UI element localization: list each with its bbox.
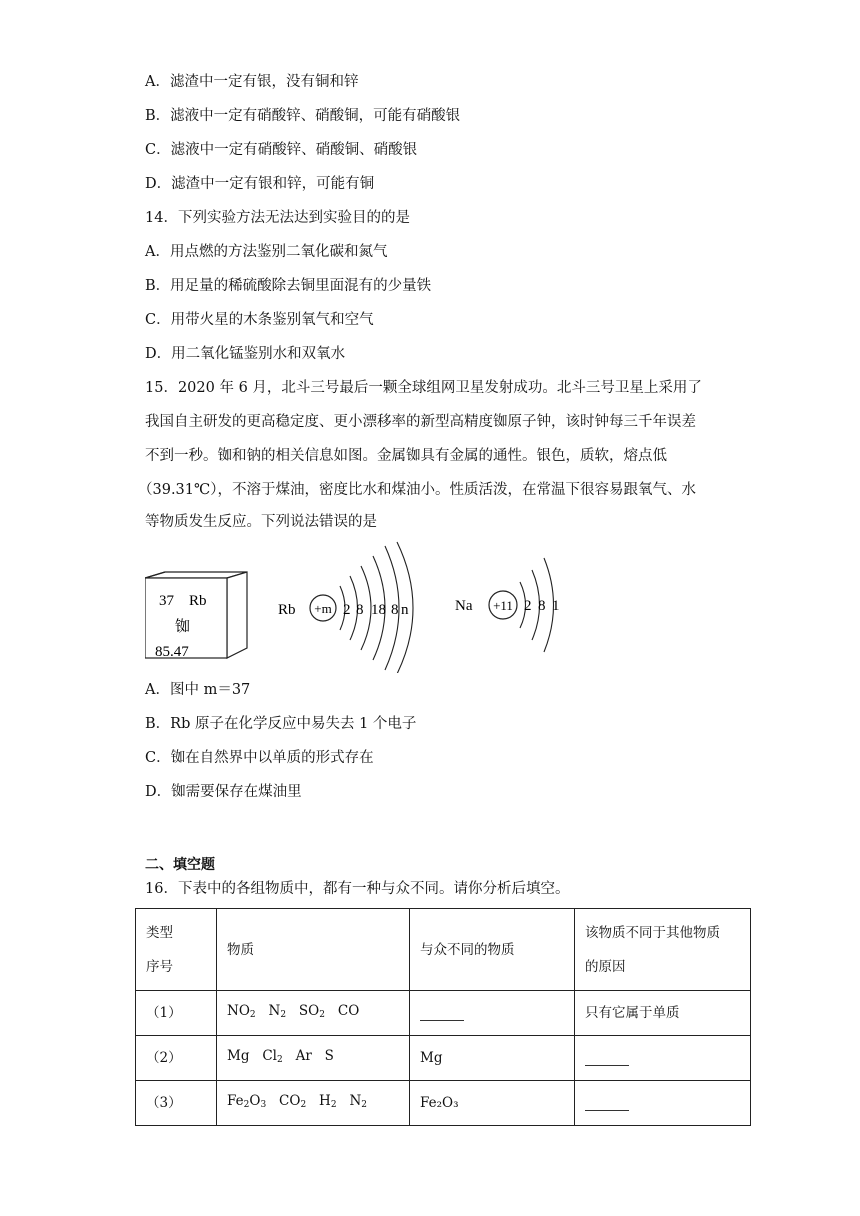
svg-text:+11: +11 — [493, 598, 513, 613]
q15-stem-line-2: 我国自主研发的更高稳定度、更小漂移率的新型高精度铷原子钟，该时钟每三千年误差 — [145, 414, 696, 430]
table-row — [136, 1081, 751, 1126]
header-type-index: 类型 序号 — [136, 909, 217, 991]
q14-option-b: B．用足量的稀硫酸除去铜里面混有的少量铁 — [145, 278, 432, 294]
table-header-row — [136, 909, 751, 991]
element-number: 37 — [159, 593, 174, 609]
q15-stem-line-1: 15．2020 年 6 月，北斗三号最后一颗全球组网卫星发射成功。北斗三号卫星上采用了 — [145, 380, 702, 396]
svg-text:+m: +m — [314, 601, 332, 616]
row-number: （1） — [136, 991, 217, 1036]
row-reason-answer-blank[interactable] — [575, 1036, 751, 1081]
row-odd-answer-blank[interactable] — [410, 991, 575, 1036]
rb-shell-3: 18 — [371, 602, 386, 618]
q14-option-a: A．用点燃的方法鉴别二氧化碳和氮气 — [145, 244, 388, 260]
row-odd-substance: Fe₂O₃ — [410, 1081, 575, 1126]
row-reason: 只有它属于单质 — [575, 991, 751, 1036]
header-substance: 物质 — [217, 909, 410, 991]
q15-option-a: A．图中 m＝37 — [145, 682, 251, 698]
q16-table — [135, 908, 751, 1126]
rb-shell-1: 2 — [343, 602, 351, 618]
na-atom-label: Na — [455, 598, 473, 614]
element-symbol: Rb — [189, 593, 207, 609]
q14-option-c: C．用带火星的木条鉴别氧气和空气 — [145, 312, 374, 328]
row-substances: $NO_2$ $N_2$ $SO_2$ CO — [217, 991, 410, 1036]
q15-stem-line-3: 不到一秒。铷和钠的相关信息如图。金属铷具有金属的通性。银色，质软，熔点低 — [145, 448, 667, 464]
rb-atom-label: Rb — [278, 602, 296, 618]
q13-option-b: B．滤液中一定有硝酸锌、硝酸铜，可能有硝酸银 — [145, 108, 461, 124]
row-odd-substance: Mg — [410, 1036, 575, 1081]
na-nucleus — [489, 591, 517, 619]
element-name: 铷 — [175, 617, 191, 635]
q16-stem: 16．下表中的各组物质中，都有一种与众不同。请你分析后填空。 — [145, 881, 570, 897]
q13-option-c: C．滤液中一定有硝酸锌、硝酸铜、硝酸银 — [145, 142, 418, 158]
rb-nucleus — [310, 595, 336, 621]
rb-shell-4: 8 — [391, 602, 399, 618]
rb-shell-2: 8 — [356, 602, 364, 618]
na-shell-3: 1 — [552, 598, 560, 614]
q15-option-d: D．铷需要保存在煤油里 — [145, 784, 302, 800]
header-reason: 该物质不同于其他物质 的原因 — [575, 909, 751, 991]
row-reason-answer-blank[interactable] — [575, 1081, 751, 1126]
q15-stem-line-5: 等物质发生反应。下列说法错误的是 — [145, 514, 377, 530]
element-mass: 85.47 — [155, 644, 189, 660]
section-heading: 二、填空题 — [145, 857, 215, 873]
q15-stem-line-4: （39.31℃），不溶于煤油，密度比水和煤油小。性质活泼，在常温下很容易跟氧气、水 — [138, 482, 696, 498]
row-substances: $Fe_2O_3$ $CO_2$ $H_2$ $N_2$ — [217, 1081, 410, 1126]
q13-option-d: D．滤渣中一定有银和锌，可能有铜 — [145, 176, 375, 192]
q14-stem: 14．下列实验方法无法达到实验目的的是 — [145, 210, 410, 226]
q13-option-a: A．滤渣中一定有银，没有铜和锌 — [145, 74, 359, 90]
row-substances: Mg $Cl_2$ Ar S — [217, 1036, 410, 1081]
rb-shell-5: n — [401, 602, 409, 618]
table-row — [136, 991, 751, 1036]
row-number: （2） — [136, 1036, 217, 1081]
na-shell-1: 2 — [524, 598, 532, 614]
row-number: （3） — [136, 1081, 217, 1126]
header-odd-one: 与众不同的物质 — [410, 909, 575, 991]
atom-structure-figure — [145, 538, 575, 673]
q14-option-d: D．用二氧化锰鉴别水和双氧水 — [145, 346, 346, 362]
q15-option-c: C．铷在自然界中以单质的形式存在 — [145, 750, 374, 766]
na-shell-2: 8 — [538, 598, 546, 614]
table-row — [136, 1036, 751, 1081]
q15-option-b: B．Rb 原子在化学反应中易失去 1 个电子 — [145, 716, 417, 732]
